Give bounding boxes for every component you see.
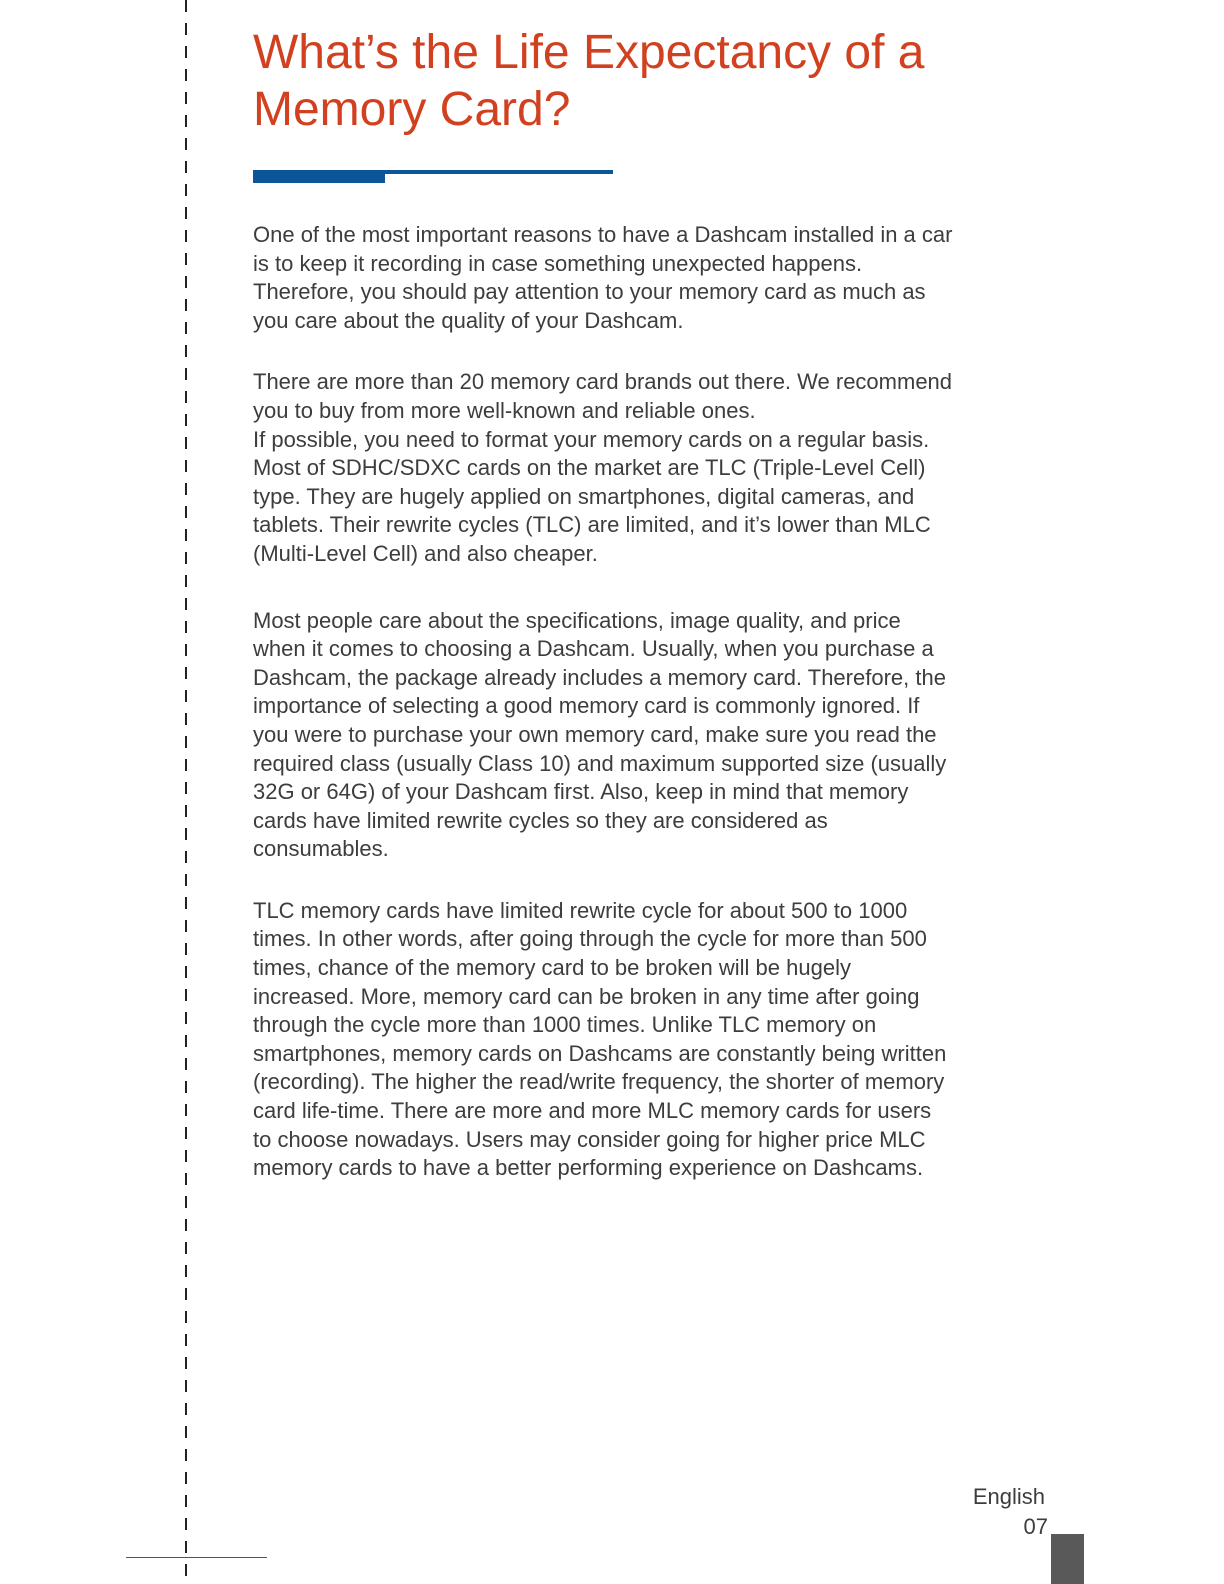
page-title: What’s the Life Expectancy of a Memory Card?	[253, 26, 925, 136]
title-underline-accent	[253, 170, 385, 183]
body-content	[253, 221, 1043, 1183]
paragraph-1: One of the most important reasons to have a Dashcam installed in a car is to keep it recording in case something unexpected happens. Therefore, you should pay attention to your memory card as much as you care about the quality of your Dashcam.	[253, 222, 953, 333]
paragraph-4: TLC memory cards have limited rewrite cycle for about 500 to 1000 times. In other words, after going through the cycle for more than 500 times, chance of the memory card to be broken will be hugely increased. More, memory card can be broken in any time after going through the cycle more than 1000 times. Unlike TLC memory on smartphones, memory cards on Dashcams are constantly being written (recording). The higher the read/write frequency, the shorter of memory card life-time. There are more and more MLC memory cards for users to choose nowadays. Users may consider going for higher price MLC memory cards to have a better performing experience on Dashcams.	[253, 897, 947, 1181]
bottom-rule	[126, 1557, 267, 1558]
binding-dashed-line	[185, 0, 187, 1584]
paragraph-3: Most people care about the specifications, image quality, and price when it comes to choosing a Dashcam. Usually, when you purchase a Dashcam, the package already includes a memory card. Therefore, the importance of selecting a good memory card is commonly ignored. If you were to purchase your own memory card, make sure you read the required class (usually Class 10) and maximum supported size (usually 32G or 64G) of your Dashcam first. Also, keep in mind that memory cards have limited rewrite cycles so they are considered as consumables.	[253, 607, 947, 862]
paragraph-2: There are more than 20 memory card brands out there. We recommend you to buy from more well-known and reliable ones. If possible, you need to format your memory cards on a regular basis. Most of SDHC/SDXC cards on the market are TLC (Triple-Level Cell) type. They are hugely applied on smartphones, digital cameras, and tablets. Their rewrite cycles (TLC) are limited, and it’s lower than MLC (Multi-Level Cell) and also cheaper.	[253, 369, 953, 566]
page-number: 07	[1023, 1514, 1048, 1539]
page-tab-marker	[1051, 1534, 1084, 1584]
language-label: English	[972, 1484, 1045, 1509]
